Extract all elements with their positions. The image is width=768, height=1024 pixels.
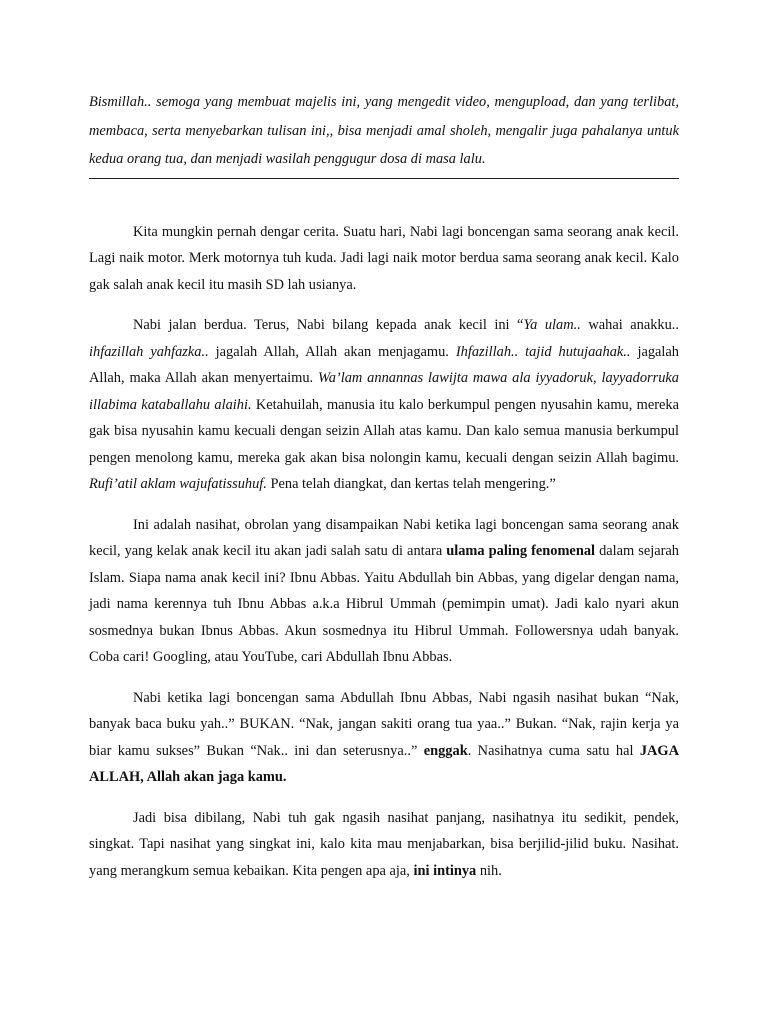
text-run: Kita mungkin pernah dengar cerita. Suatu hari, Nabi lagi boncengan sama seorang anak kecil. Lagi naik motor. Merk motornya tuh kuda. Jadi lagi naik motor berdua sama seorang anak kecil. Kalo gak salah anak kecil itu masih SD lah usianya. xyxy=(89,223,679,293)
text-run: Ketahuilah, manusia itu kalo berkumpul pengen nyusahin kamu, mereka gak bisa nyusahin kamu kecuali dengan seizin Allah atas kamu. Dan kalo semua manusia berkumpul pengen menolong kamu, mereka gak akan bisa nolongin kamu, kecuali dengan seizin Allah bagimu. xyxy=(89,396,679,466)
text-run: dalam sejarah Islam. Siapa nama anak kecil ini? Ibnu Abbas. Yaitu Abdullah bin Abbas, yang digelar dengan nama, jadi nama kerennya tuh Ibnu Abbas a.k.a Hibrul Ummah (pemimpin umat). Jadi kalo nyari akun sosmednya bukan Ibnus Abbas. Akun sosmednya itu Hibrul Ummah. Followersnya udah banyak. Coba cari! Googling, atau YouTube, cari Abdullah Ibnu Abbas. xyxy=(89,543,680,665)
italic-run: Rufi’atil aklam wajufatissuhuf. xyxy=(89,476,267,492)
text-run: nih. xyxy=(476,862,502,879)
text-run: . Nasihatnya cuma satu hal xyxy=(467,742,640,759)
header-divider xyxy=(89,178,679,179)
paragraph-1 xyxy=(89,219,679,299)
text-run: jagalah Allah, maka Allah akan menyertaimu. xyxy=(89,343,679,386)
bold-run: ulama paling fenomenal xyxy=(446,543,596,559)
text-run: Nabi jalan berdua. Terus, Nabi bilang kepada anak kecil ini “ xyxy=(133,317,524,333)
article-body xyxy=(89,219,679,885)
text-run: Pena telah diangkat, dan kertas telah mengering.” xyxy=(266,476,556,492)
bold-run: ini intinya xyxy=(413,862,477,879)
paragraph-5 xyxy=(89,805,679,885)
paragraph-2 xyxy=(89,312,679,498)
bold-run: JAGA ALLAH, Allah akan jaga kamu. xyxy=(89,742,680,785)
text-run: Nabi ketika lagi boncengan sama Abdullah Ibnu Abbas, Nabi ngasih nasihat bukan “Nak, banyak baca buku yah..” BUKAN. “Nak, jangan sakiti orang tua yaa..” Bukan. “Nak, rajin kerja ya biar kamu sukses” Bukan “Nak.. ini dan seterusnya..” xyxy=(89,689,679,759)
bold-run: enggak xyxy=(423,742,468,759)
text-run: Jadi bisa dibilang, Nabi tuh gak ngasih nasihat panjang, nasihatnya itu sedikit, pendek, singkat. Tapi nasihat yang singkat ini, kalo kita mau menjabarkan, bisa berjilid-jilid buku. Nasihat. yang merangkum semua kebaikan. Kita pengen apa aja, xyxy=(89,809,679,879)
document-page xyxy=(89,88,679,898)
italic-run: ihfazillah yahfazka.. xyxy=(89,343,209,360)
text-run: wahai anakku.. xyxy=(580,317,680,333)
paragraph-3 xyxy=(89,512,679,671)
italic-run: Ya ulam.. xyxy=(523,317,581,333)
intro-prayer: Bismillah.. semoga yang membuat majelis ini, yang mengedit video, mengupload, dan yang terlibat, membaca, serta menyebarkan tulisan ini,, bisa menjadi amal sholeh, mengalir juga pahalanya untuk kedua orang tua, dan menjadi wasilah penggugur dosa di masa lalu. xyxy=(89,94,679,167)
italic-run: Wa’lam annannas lawijta mawa ala iyyadoruk, layyadorruka illabima kataballahu alaihi. xyxy=(89,370,680,413)
paragraph-4 xyxy=(89,685,679,791)
italic-run: Ihfazillah.. tajid hutujaahak.. xyxy=(455,343,631,360)
text-run: jagalah Allah, Allah akan menjagamu. xyxy=(208,343,456,360)
text-run: Ini adalah nasihat, obrolan yang disampaikan Nabi ketika lagi boncengan sama seorang anak kecil, yang kelak anak kecil itu akan jadi salah satu di antara xyxy=(89,516,679,559)
